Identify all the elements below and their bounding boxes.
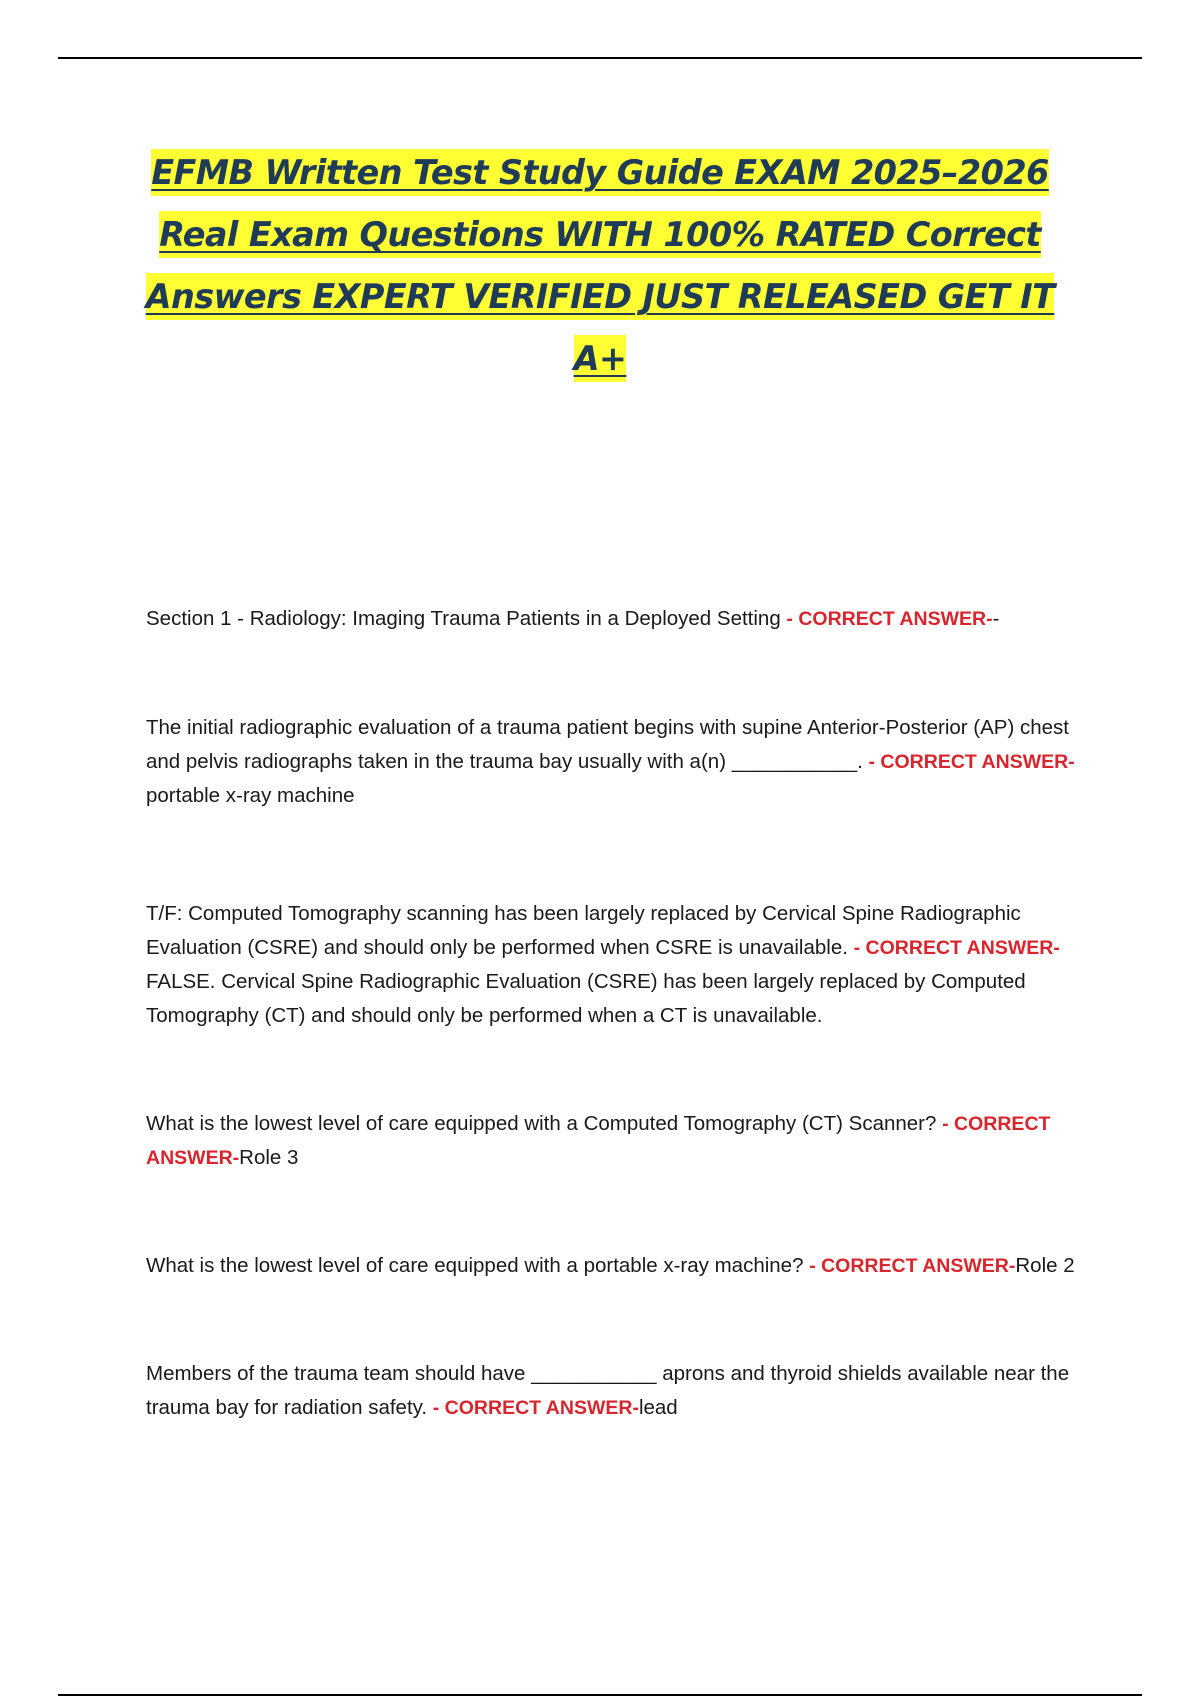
qa-question: Members of the trauma team should have ___________ aprons and thyroid shields available near the trauma bay for radiation safety.	[146, 1362, 1070, 1419]
correct-answer-label: - CORRECT ANSWER-	[809, 1255, 1016, 1277]
qa-answer: Role 3	[239, 1146, 299, 1169]
qa-item-1	[146, 711, 1086, 813]
qa-answer: portable x-ray machine	[146, 784, 355, 807]
top-rule	[58, 57, 1142, 59]
qa-answer: lead	[638, 1396, 678, 1419]
bottom-rule	[58, 1694, 1142, 1696]
qa-question: What is the lowest level of care equipped with a portable x-ray machine?	[146, 1254, 810, 1277]
qa-item-section-heading	[146, 602, 1086, 636]
qa-item-5	[146, 1357, 1086, 1425]
correct-answer-label: - CORRECT ANSWER-	[853, 937, 1060, 959]
qa-answer: -	[992, 607, 1000, 630]
correct-answer-label: - CORRECT ANSWER-	[786, 608, 993, 630]
qa-item-4	[146, 1249, 1086, 1283]
correct-answer-label: - CORRECT ANSWER-	[432, 1397, 639, 1419]
qa-question: Section 1 - Radiology: Imaging Trauma Patients in a Deployed Setting	[146, 607, 787, 630]
qa-item-3	[146, 1107, 1086, 1175]
qa-list	[146, 602, 1086, 1425]
qa-answer: FALSE. Cervical Spine Radiographic Evaluation (CSRE) has been largely replaced by Computed Tomography (CT) and should only be performed when a CT is unavailable.	[146, 970, 1026, 1027]
correct-answer-label: - CORRECT ANSWER-	[868, 751, 1075, 773]
correct-answer-label: - CORRECT ANSWER-	[146, 1113, 1051, 1169]
document-title	[120, 142, 1080, 390]
qa-item-2	[146, 897, 1086, 1033]
document-title-text: EFMB Written Test Study Guide EXAM 2025–2026 Real Exam Questions WITH 100% RATED Correct Answers EXPERT VERIFIED JUST RELEASED GET IT A+	[146, 149, 1055, 382]
qa-question: What is the lowest level of care equipped with a Computed Tomography (CT) Scanner?	[146, 1112, 943, 1135]
qa-answer: Role 2	[1015, 1254, 1075, 1277]
qa-question: T/F: Computed Tomography scanning has been largely replaced by Cervical Spine Radiographic Evaluation (CSRE) and should only be performed when CSRE is unavailable.	[146, 902, 1021, 959]
qa-question: The initial radiographic evaluation of a trauma patient begins with supine Anterior-Posterior (AP) chest and pelvis radiographs taken in the trauma bay usually with a(n) ___________.	[146, 716, 1069, 773]
